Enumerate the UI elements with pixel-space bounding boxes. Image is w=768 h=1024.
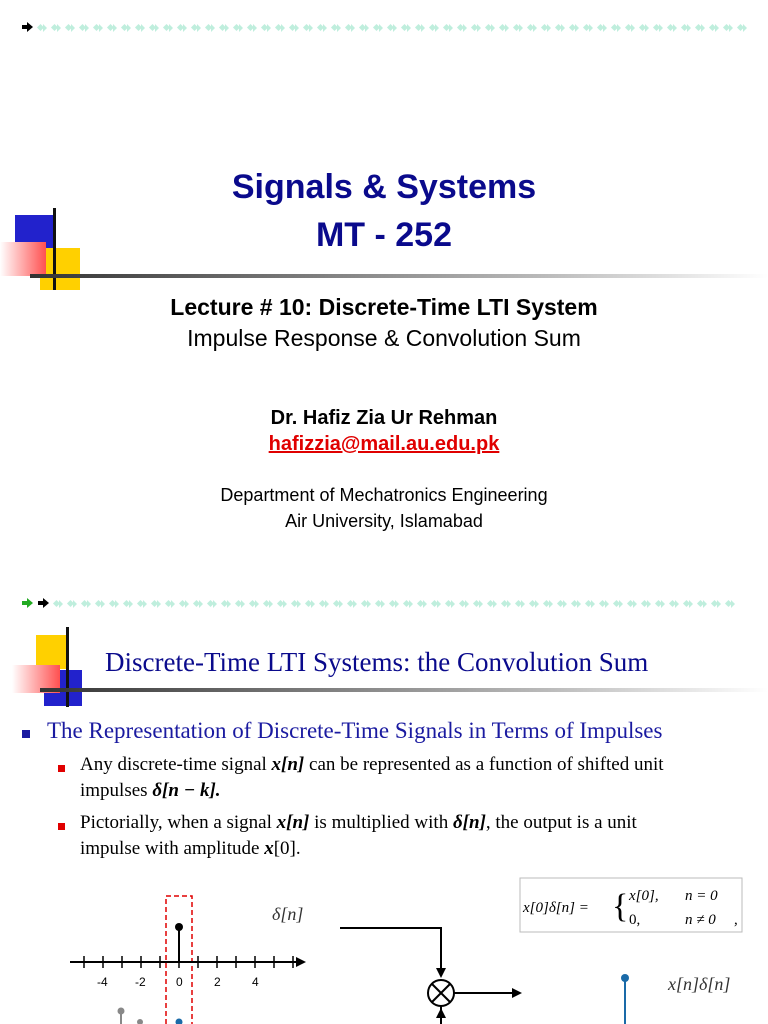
eq-case1-cond: n = 0 <box>685 888 718 904</box>
arrow-decoration-icon <box>264 599 273 608</box>
arrow-decoration-icon <box>38 23 47 32</box>
arrow-decoration-icon <box>738 23 747 32</box>
arrow-decoration-icon <box>276 23 285 32</box>
eq-tail: , <box>734 912 738 928</box>
signal-head <box>137 1019 143 1024</box>
arrow-decoration-icon <box>570 23 579 32</box>
slide2-title: Discrete-Time LTI Systems: the Convolution Sum <box>105 647 649 677</box>
arrow-decoration-icon <box>306 599 315 608</box>
arrow-decoration-icon <box>54 599 63 608</box>
eq-case2-cond: n ≠ 0 <box>685 912 716 928</box>
bullet-icon <box>58 765 65 772</box>
text: Pictorially, when a signal <box>80 812 277 833</box>
slide-title-line2: MT - 252 <box>315 216 453 254</box>
text: is multiplied with <box>309 812 453 833</box>
arrow-decoration-icon <box>388 23 397 32</box>
arrow-decoration-icon <box>304 23 313 32</box>
arrow-decoration-icon <box>360 23 369 32</box>
arrow-decoration-icon <box>710 23 719 32</box>
math: δ[n] <box>452 812 486 833</box>
eq-case1-val: x[0], <box>629 888 659 904</box>
arrow-decoration-icon <box>558 599 567 608</box>
arrow-decoration-icon <box>150 23 159 32</box>
lecture-subtitle: Impulse Response & Convolution Sum <box>187 325 581 351</box>
arrow-decoration-icon <box>528 23 537 32</box>
arrow-decoration-icon <box>152 599 161 608</box>
arrow-decoration-icon <box>696 23 705 32</box>
wire-arrowhead <box>512 988 522 998</box>
arrow-decoration-icon <box>418 599 427 608</box>
arrow-decoration-icon <box>80 23 89 32</box>
arrow-icon <box>38 598 48 608</box>
bullet-icon <box>22 730 30 738</box>
tick-marks <box>84 956 293 989</box>
arrow-decoration-icon <box>614 599 623 608</box>
text: can be represented as a function of shifted unit <box>304 754 664 775</box>
eq-case2-val: 0, <box>629 912 641 928</box>
top-arrow-row <box>22 20 752 34</box>
wire-arrowhead <box>436 1008 446 1018</box>
arrow-decoration-icon <box>94 23 103 32</box>
text: Any discrete-time signal <box>80 754 272 775</box>
bullet-1: The Representation of Discrete-Time Signals in Terms of Impulses <box>47 718 663 743</box>
arrow-decoration-icon <box>320 599 329 608</box>
arrow-decoration-icon <box>584 23 593 32</box>
arrow-decoration-icon <box>612 23 621 32</box>
arrow-decoration-icon <box>626 23 635 32</box>
arrow-decoration-icon <box>460 599 469 608</box>
arrow-decoration-icon <box>446 599 455 608</box>
arrow-decoration-icon <box>166 599 175 608</box>
arrow-decoration-icon <box>654 23 663 32</box>
tick-label: 0 <box>176 975 183 989</box>
arrow-decoration-icon <box>430 23 439 32</box>
arrow-decoration-icon <box>68 599 77 608</box>
arrow-decoration-icon <box>222 599 231 608</box>
arrow-decoration-icon <box>642 599 651 608</box>
arrow-decoration-icon <box>332 23 341 32</box>
tick-label: 4 <box>252 975 259 989</box>
university: Air University, Islamabad <box>285 511 483 531</box>
arrow-decoration-icon <box>516 599 525 608</box>
arrow-decoration-icon <box>234 23 243 32</box>
arrow-decoration-icon <box>262 23 271 32</box>
arrow-decoration-icon <box>178 23 187 32</box>
impulse-figure <box>0 870 768 1024</box>
arrow-decoration-icon <box>682 23 691 32</box>
signal-head <box>118 1008 125 1015</box>
arrow-decoration-icon <box>374 23 383 32</box>
arrow-decoration-icon <box>208 599 217 608</box>
arrow-decoration-icon <box>432 599 441 608</box>
arrow-decoration-icon <box>136 23 145 32</box>
arrow-decoration-icon <box>670 599 679 608</box>
arrow-decoration-icon <box>192 23 201 32</box>
arrow-decoration-icon <box>122 23 131 32</box>
lecture-title: Lecture # 10: Discrete-Time LTI System <box>170 294 598 320</box>
arrow-decoration-icon <box>542 23 551 32</box>
arrow-decoration-icon <box>348 599 357 608</box>
arrow-decoration-icon <box>684 599 693 608</box>
arrow-decoration-icon <box>530 599 539 608</box>
arrow-decoration-icon <box>334 599 343 608</box>
sub-bullet-1-line1 <box>80 754 664 776</box>
arrow-decoration-icon <box>376 599 385 608</box>
arrow-decoration-icon <box>656 599 665 608</box>
arrow-decoration-icon <box>556 23 565 32</box>
arrow-decoration-icon <box>164 23 173 32</box>
arrow-decoration-icon <box>180 599 189 608</box>
arrow-decoration-icon <box>194 599 203 608</box>
bullet-icon <box>58 823 65 830</box>
top-arrow-row-2 <box>22 596 740 610</box>
arrow-icon <box>22 22 32 32</box>
arrow-decoration-icon <box>724 23 733 32</box>
arrow-decoration-icon <box>278 599 287 608</box>
text: , the output is a unit <box>485 812 637 833</box>
arrow-decoration-icon <box>346 23 355 32</box>
sub-bullet-2-line2 <box>80 838 301 860</box>
text: [0]. <box>273 838 301 859</box>
arrow-decoration-icon <box>640 23 649 32</box>
arrow-decoration-icon <box>404 599 413 608</box>
product-label: x[n]δ[n] <box>668 974 731 994</box>
department: Department of Mechatronics Engineering <box>220 485 548 505</box>
output-head <box>621 974 629 982</box>
arrow-decoration-icon <box>52 23 61 32</box>
author-name: Dr. Hafiz Zia Ur Rehman <box>270 407 498 429</box>
arrow-decoration-icon <box>66 23 75 32</box>
arrow-decoration-icon <box>318 23 327 32</box>
arrow-decoration-icon <box>698 599 707 608</box>
arrow-decoration-icon <box>108 23 117 32</box>
arrow-decoration-icon <box>472 23 481 32</box>
delta-label: δ[n] <box>272 904 304 924</box>
text: impulse with amplitude <box>80 838 265 859</box>
arrow-decoration-icon <box>292 599 301 608</box>
text: impulses <box>80 780 153 801</box>
arrow-decoration-icon <box>236 599 245 608</box>
arrow-decoration-icon <box>668 23 677 32</box>
arrow-decoration-icon <box>290 23 299 32</box>
tick-label: 2 <box>214 975 221 989</box>
tick-label: -2 <box>135 975 146 989</box>
arrow-decoration-icon <box>500 23 509 32</box>
arrow-decoration-icon <box>712 599 721 608</box>
arrow-decoration-icon <box>138 599 147 608</box>
arrow-decoration-icon <box>572 599 581 608</box>
arrow-decoration-icon <box>628 599 637 608</box>
arrow-decoration-icon <box>502 599 511 608</box>
arrow-decoration-icon <box>390 599 399 608</box>
email-link[interactable]: hafizzia@mail.au.edu.pk <box>268 433 500 455</box>
arrow-decoration-icon <box>544 599 553 608</box>
arrow-decoration-icon <box>124 599 133 608</box>
arrow-decoration-icon <box>488 599 497 608</box>
arrow-decoration-icon <box>206 23 215 32</box>
arrow-icon <box>22 598 32 608</box>
arrow-decoration-icon <box>600 599 609 608</box>
math: x[n] <box>271 754 305 775</box>
math: x <box>264 838 274 859</box>
email-row <box>0 433 768 456</box>
arrow-decoration-icon <box>458 23 467 32</box>
arrow-decoration-icon <box>110 599 119 608</box>
tick-label: -4 <box>97 975 108 989</box>
arrow-decoration-icon <box>96 599 105 608</box>
arrow-decoration-icon <box>402 23 411 32</box>
arrow-decoration-icon <box>416 23 425 32</box>
arrow-decoration-icon <box>362 599 371 608</box>
eq-lhs: x[0]δ[n] = <box>523 900 589 916</box>
signal-head <box>176 1019 183 1024</box>
math: x[n] <box>276 812 310 833</box>
eq-brace: { <box>612 888 629 925</box>
arrow-decoration-icon <box>248 23 257 32</box>
signal-wire <box>340 928 441 970</box>
math: δ[n − k]. <box>152 780 221 801</box>
arrow-decoration-icon <box>444 23 453 32</box>
arrow-decoration-icon <box>220 23 229 32</box>
arrow-decoration-icon <box>586 599 595 608</box>
arrow-decoration-icon <box>726 599 735 608</box>
arrow-decoration-icon <box>486 23 495 32</box>
arrow-decoration-icon <box>82 599 91 608</box>
delta-head <box>175 923 183 931</box>
arrow-decoration-icon <box>250 599 259 608</box>
arrow-decoration-icon <box>514 23 523 32</box>
axis-arrowhead <box>296 957 306 967</box>
wire-arrowhead <box>436 968 446 978</box>
arrow-decoration-icon <box>474 599 483 608</box>
slide-title-line1: Signals & Systems <box>231 168 537 206</box>
sub-bullet-1-line2 <box>80 780 221 802</box>
sub-bullet-2-line1 <box>80 812 637 834</box>
arrow-decoration-icon <box>598 23 607 32</box>
